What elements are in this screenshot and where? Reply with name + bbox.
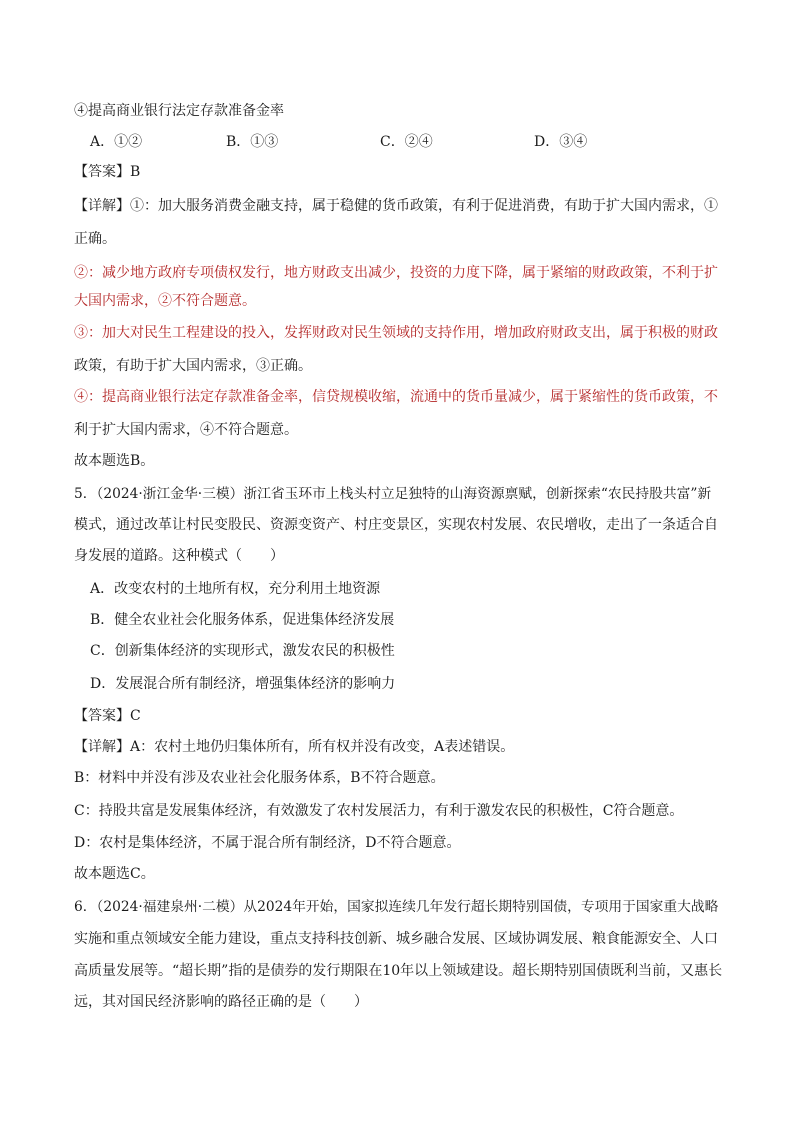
q5-option-b: B．健全农业社会化服务体系，促进集体经济发展	[90, 612, 395, 628]
q5-stem-line-2: 模式，通过改革让村民变股民、资源变资产、村庄变景区，实现农村发展、农民增收，走出了一条适合自	[74, 517, 718, 533]
q4-detail-line-7: ④：提高商业银行法定存款准备金率，信贷规模收缩，流通中的货币量减少，属于紧缩性的货币政策，不	[74, 389, 718, 405]
q4-detail-line-6: 政策，有助于扩大国内需求，③正确。	[74, 358, 312, 374]
q5-conclusion: 故本题选C。	[74, 866, 155, 882]
q5-option-c: C．创新集体经济的实现形式，激发农民的积极性	[90, 643, 395, 659]
q6-stem-line-1: 6．（2024·福建泉州·二模）从2024年开始，国家拟连续几年发行超长期特别国债，专项用于国家重大战略	[74, 899, 719, 915]
q5-option-a: A．改变农村的土地所有权，充分利用土地资源	[90, 581, 381, 597]
q4-detail-line-1: 【详解】①：加大服务消费金融支持，属于稳健的货币政策，有利于促进消费，有助于扩大国内需求，①	[74, 198, 718, 214]
q6-stem-line-3: 高质量发展等。“超长期”指的是债券的发行期限在10年以上领域建设。超长期特别国债既利当前，又惠长	[74, 963, 723, 979]
q4-detail-line-2: 正确。	[74, 231, 116, 247]
q5-detail-line-1: 【详解】A：农村土地仍归集体所有，所有权并没有改变，A表述错误。	[74, 739, 515, 755]
q5-detail-line-2: B：材料中并没有涉及农业社会化服务体系，B不符合题意。	[74, 770, 445, 786]
q4-option-4: ④提高商业银行法定存款准备金率	[74, 103, 284, 119]
q6-stem-line-4: 远，其对国民经济影响的路径正确的是（ ）	[74, 994, 368, 1010]
q6-stem-line-2: 实施和重点领域安全能力建设，重点支持科技创新、城乡融合发展、区域协调发展、粮食能源安全、人口	[74, 931, 718, 947]
q4-answer: 【答案】B	[74, 164, 141, 180]
q4-detail-line-5: ③：加大对民生工程建设的投入，发挥财政对民生领域的支持作用，增加政府财政支出，属于积极的财政	[74, 325, 718, 341]
q5-stem-line-1: 5．（2024·浙江金华·三模）浙江省玉环市上栈头村立足独特的山海资源禀赋，创新探索“农民持股共富”新	[74, 486, 712, 502]
q4-choice-a: A．①②	[90, 134, 143, 150]
q4-detail-line-3: ②：减少地方政府专项债权发行，地方财政支出减少，投资的力度下降，属于紧缩的财政政策，不利于扩	[74, 265, 718, 281]
q5-answer: 【答案】C	[74, 708, 141, 724]
q5-option-d: D．发展混合所有制经济，增强集体经济的影响力	[90, 676, 396, 692]
q5-detail-line-3: C：持股共富是发展集体经济，有效激发了农村发展活力，有利于激发农民的积极性，C符合题意。	[74, 803, 684, 819]
q5-detail-line-4: D：农村是集体经济，不属于混合所有制经济，D不符合题意。	[74, 835, 461, 851]
q4-detail-line-8: 利于扩大国内需求，④不符合题意。	[74, 422, 298, 438]
q4-detail-line-4: 大国内需求，②不符合题意。	[74, 293, 256, 309]
q4-choice-c: C．②④	[380, 134, 433, 150]
q4-conclusion: 故本题选B。	[74, 453, 155, 469]
q4-choice-d: D．③④	[534, 134, 588, 150]
q5-stem-line-3: 身发展的道路。这种模式（ ）	[74, 548, 284, 564]
q4-choice-b: B．①③	[226, 134, 279, 150]
